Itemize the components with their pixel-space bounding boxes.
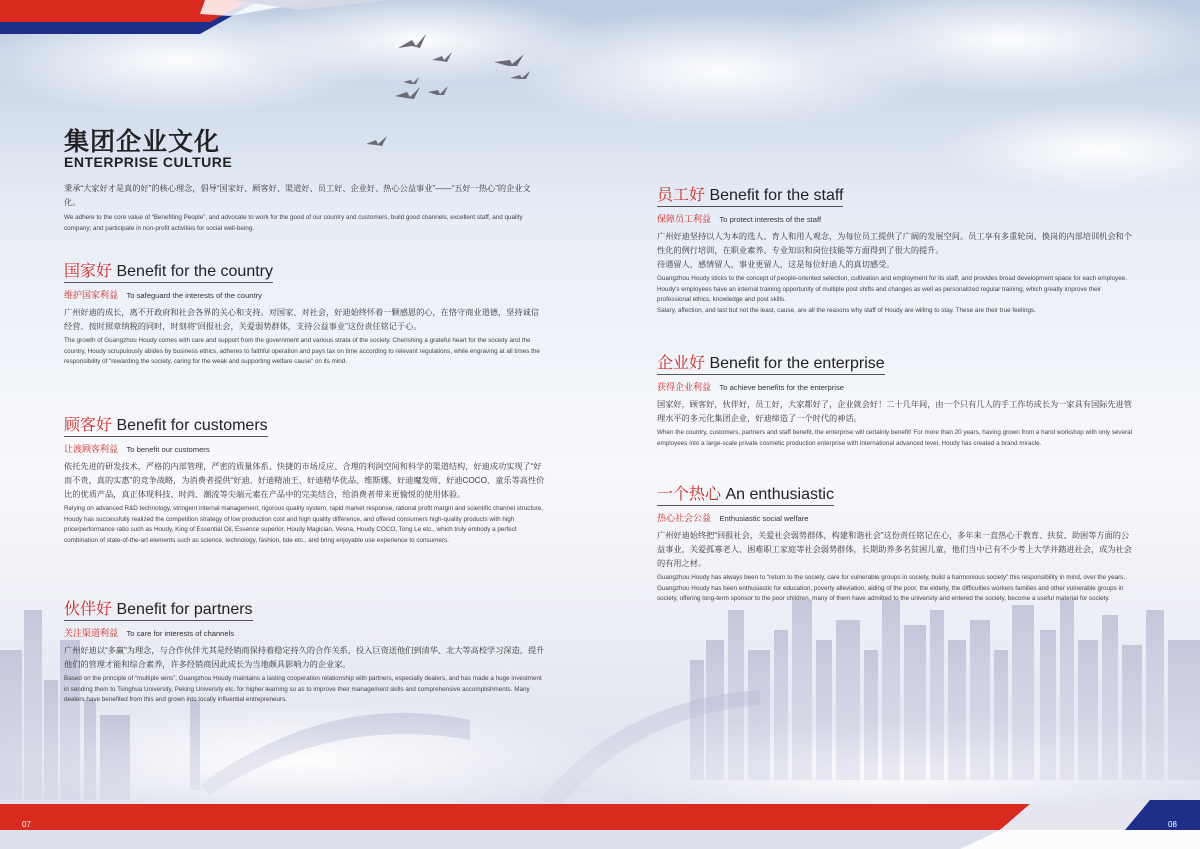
section-staff-body-cn: 广州好迪坚持以人为本的选人、育人和用人观念，为每位员工提供了广阔的发展空间。员工享有多重轮岗、换岗的内部培训机会和个性化的例行培训，在职业素养、专业知识和岗位技能等方面得到了很大的提升。 bbox=[657, 232, 1132, 255]
section-country-body-cn: 广州好迪的成长，离不开政府和社会各界的关心和支持。对国家、对社会，好迪始终怀着一颗感恩的心，在恪守商业道德，坚持诚信经营、按时照章纳税的同时，时刻将“回报社会，关爱弱势群体，支持公益事业”这份责任铭记于心。 bbox=[64, 308, 539, 331]
page-number-left: 07 bbox=[22, 820, 31, 829]
intro-en: We adhere to the core value of “Benefiting People”, and advocate to work for the good of our country and customers, build good channels, excellent staff, and quality company; and participate in non-profit activities for social well-being. bbox=[64, 214, 523, 232]
page-number-right: 08 bbox=[1168, 820, 1177, 829]
section-customers-subtitle bbox=[64, 439, 546, 457]
section-staff-body-en: Guangzhou Houdy sticks to the concept of people-oriented selection, cultivation and employment for its staff, and provides broad development space for each employee. Houdy's employees have an internal training opportunity of multiple post shifts and changes as well as personalized regular training, which greatly improve their professional ethics, knowledge and post skills. bbox=[657, 275, 1127, 303]
intro-cn: 秉承“大家好才是真的好”的核心理念，倡导“国家好、顾客好、渠道好、员工好、企业好、热心公益事业”——“五好一热心”的企业文化。 bbox=[64, 184, 531, 207]
section-enthusiastic-sub-en: Enthusiastic social welfare bbox=[719, 514, 809, 523]
page-title-en: ENTERPRISE CULTURE bbox=[64, 154, 233, 170]
section-enterprise-heading bbox=[657, 350, 885, 375]
section-country-heading bbox=[64, 258, 273, 283]
section-country-sub-cn: 维护国家利益 bbox=[64, 290, 119, 300]
section-enthusiastic-body-en: Guangzhou Houdy has always been to “return to the society, care for vulnerable groups in society, build a harmonious society” this responsibility in mind, over the years, Guangzhou Houdy has been enthusiastic for education, poverty alleviation, aiding of the poor, the elderly, the difficulties workers families and other vulnerable groups in society, offering long-term sponsor to the poor children, many of them have admitted to the university and entered the society, become a useful material for society. bbox=[657, 574, 1126, 602]
section-enterprise-title-en: Benefit for the enterprise bbox=[709, 355, 885, 372]
section-staff-sub-en: To protect interests of the staff bbox=[719, 215, 822, 224]
section-enthusiastic-title-cn: 一个热心 bbox=[657, 486, 722, 503]
section-customers-body-cn: 依托先进的研发技术，严格的内部管理，严密的质量体系、快捷的市场反应、合理的利润空间和科学的渠道结构，好迪成功实现了“好而不贵，真的实惠”的竞争战略，为消费者提供“好迪、好迪精油王、好迪精华优品、维斯娜、好迪魔发师、好迪COCO、童乐等高性价比的优质产品，真正体现科技、时尚、潮流等尖端元素在产品中的完美结合，给消费者带来更愉悦的使用体验。 bbox=[64, 462, 545, 499]
section-country-body-en: The growth of Guangzhou Houdy comes with care and support from the government and various strata of the society. Cherishing a grateful heart for the society and the country, Houdy scrupulously abides by business ethics, adheres to faithful operation and pays tax on time according to relevant regulations, while engraving at all times the responsibility of “rewarding the society, caring for the weak and supporting welfare cause” on its mind. bbox=[64, 337, 540, 365]
section-partners-title-en: Benefit for partners bbox=[116, 601, 253, 618]
section-enthusiastic bbox=[657, 481, 1133, 605]
section-country-title-cn: 国家好 bbox=[64, 263, 113, 280]
section-staff-body-cn-2: 待遇留人，感情留人，事业更留人，这是每位好迪人的真切感受。 bbox=[657, 260, 895, 269]
section-staff-subtitle bbox=[657, 209, 1133, 227]
section-enthusiastic-sub-cn: 热心社会公益 bbox=[657, 513, 712, 523]
section-enthusiastic-body-cn: 广州好迪始终把“回报社会，关爱社会弱势群体，构建和谐社会”这份责任铭记在心，多年来一直热心于教育、扶贫、助困等方面的公益事业，关爱孤寡老人、困难职工家庭等社会弱势群体，长期助养多名贫困儿童，他们当中已有不少考上大学并踏进社会，成为社会的有用之材。 bbox=[657, 531, 1132, 568]
section-country-title-en: Benefit for the country bbox=[116, 263, 273, 280]
section-partners-title-cn: 伙伴好 bbox=[64, 601, 113, 618]
section-customers-title-cn: 顾客好 bbox=[64, 417, 113, 434]
section-country-subtitle bbox=[64, 285, 546, 303]
section-enterprise-sub-cn: 获得企业利益 bbox=[657, 382, 712, 392]
section-customers-title-en: Benefit for customers bbox=[116, 417, 268, 434]
section-enthusiastic-subtitle bbox=[657, 508, 1133, 526]
section-enthusiastic-heading bbox=[657, 481, 834, 506]
section-country-sub-en: To safeguard the interests of the country bbox=[126, 291, 262, 300]
section-enthusiastic-title-en: An enthusiastic bbox=[725, 486, 834, 503]
section-customers bbox=[64, 412, 546, 546]
section-partners bbox=[64, 596, 546, 706]
section-partners-body-cn: 广州好迪以“多赢”为理念，与合作伙伴尤其是经销商保持着稳定持久的合作关系，投入巨资送他们到清华、北大等高校学习深造，提升他们的管理才能和综合素养，许多经销商因此成长为当地颇具影响力的企业家。 bbox=[64, 646, 545, 669]
section-partners-sub-en: To care for interests of channels bbox=[126, 629, 235, 638]
section-partners-sub-cn: 关注渠道利益 bbox=[64, 628, 119, 638]
section-customers-sub-cn: 让渡顾客利益 bbox=[64, 444, 119, 454]
section-staff-title-cn: 员工好 bbox=[657, 187, 706, 204]
section-staff-body-en-2: Salary, affection, and last but not the least, cause, are all the reasons why staff of Houdy are willing to stay. These are their true feelings. bbox=[657, 306, 1036, 314]
intro-block bbox=[64, 182, 544, 234]
section-staff bbox=[657, 182, 1133, 316]
section-enterprise-sub-en: To achieve benefits for the enterprise bbox=[719, 383, 844, 392]
section-partners-body-en: Based on the principle of “multiple wins”, Guangzhou Houdy maintains a lasting cooperation relationship with partners, especially dealers, and has made a huge investment in sending them to Tsinghua University, Peking University etc. for higher learning so as to improve their management skills and comprehensive accomplishments. Many dealers have benefited from this and grown into locally influential entrepreneurs. bbox=[64, 675, 542, 703]
section-partners-subtitle bbox=[64, 623, 546, 641]
section-enterprise-body-cn: 国家好，顾客好，伙伴好，员工好，大家都好了，企业就会好！二十几年间，由一个只有几人的手工作坊成长为一家具有国际先进管理水平的多元化集团企业，好迪缔造了一个时代的神话。 bbox=[657, 400, 1132, 423]
section-country bbox=[64, 258, 546, 368]
section-enterprise bbox=[657, 350, 1133, 449]
section-customers-sub-en: To benefit our customers bbox=[126, 445, 210, 454]
section-staff-sub-cn: 保障员工利益 bbox=[657, 214, 712, 224]
section-enterprise-body-en: When the country, customers, partners and staff benefit, the enterprise will certainly benefit! For more than 20 years, having grown from a hand workshop with only several employees into a large-scale private cosmetic production enterprise with international advanced level, Houdy has created a brand miracle. bbox=[657, 429, 1133, 447]
section-staff-title-en: Benefit for the staff bbox=[709, 187, 844, 204]
section-customers-body-en: Relying on advanced R&D technology, stringent internal management, rigorous quality system, rapid market response, rational profit margin and scientific channel structure, Houdy has successfully realized the competition strategy of low production cost and high quality difference, and offered consumers high-quality products with high price/performance ratio such as Houdy, King of Essential Oil, Essence superior, Houdy Magician, Vesna, Houdy COCO, Tong Le etc., which truly embody a perfect combination of state-of-the-art elements such as science, technology, fashion, tide etc., and bring enjoyable use experience to consumers. bbox=[64, 505, 544, 544]
section-enterprise-title-cn: 企业好 bbox=[657, 355, 706, 372]
section-enterprise-subtitle bbox=[657, 377, 1133, 395]
section-customers-heading bbox=[64, 412, 268, 437]
section-partners-heading bbox=[64, 596, 253, 621]
page-title-cn: 集团企业文化 bbox=[64, 128, 221, 156]
section-staff-heading bbox=[657, 182, 843, 207]
